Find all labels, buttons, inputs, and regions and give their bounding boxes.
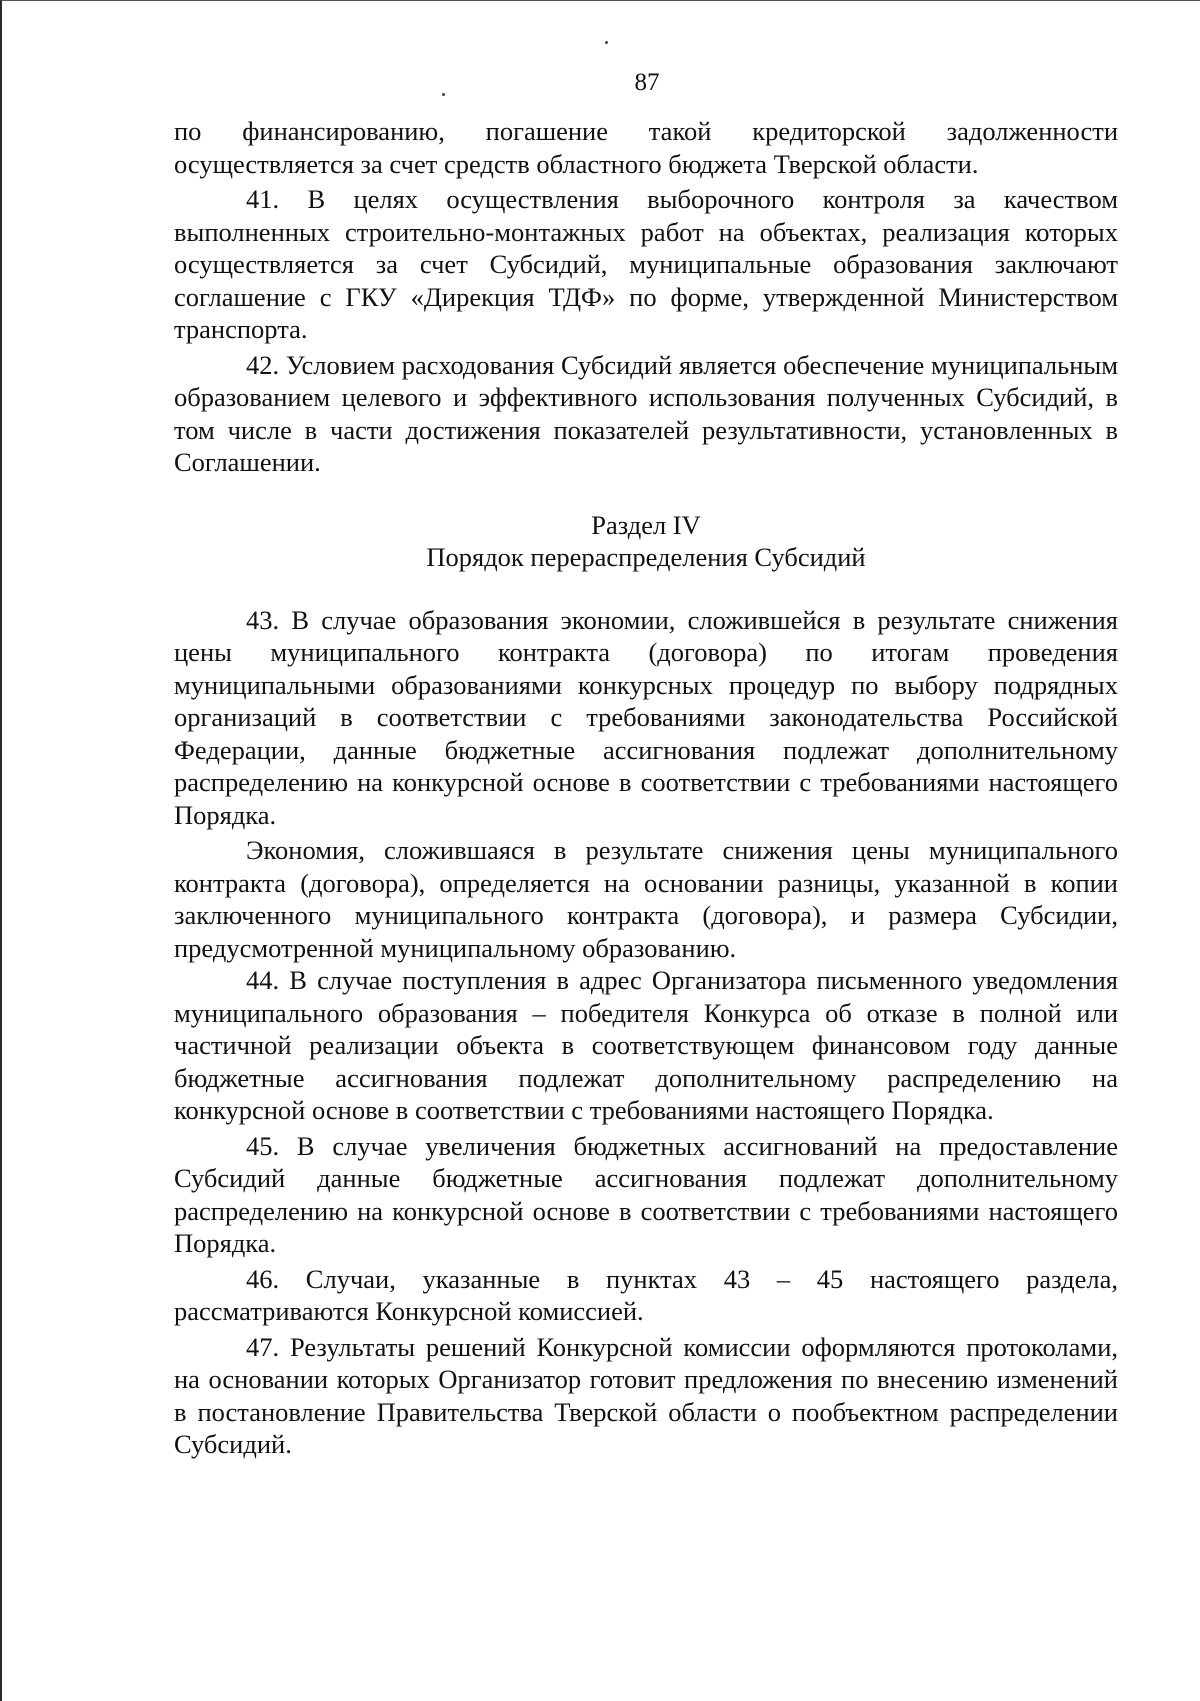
paragraph-40-continuation: по финансированию, погашение такой кредиторской задолженности осуществляется за счет средств областного бюджета Тверской области.	[174, 116, 1118, 179]
paragraph-43-economy: Экономия, сложившаяся в результате снижения цены муниципального контракта (договора), определяется на основании разницы, указанной в копии заключенного муниципального контракта (договора), и размера Субсидии, предусмотренной муниципальному образованию.	[174, 835, 1118, 963]
paragraph-45: 45. В случае увеличения бюджетных ассигнований на предоставление Субсидий данные бюджетные ассигнования подлежат дополнительному распределению на конкурсной основе в соответствии с требованиями настоящего Порядка.	[174, 1130, 1118, 1258]
section-label: Раздел IV	[591, 509, 701, 540]
section-spacer	[174, 574, 1118, 604]
paragraph-43: 43. В случае образования экономии, сложившейся в результате снижения цены муниципального контракта (договора) по итогам проведения муниципальными образованиями конкурсных процедур по выбору подрядных организаций в соответствии с требованиями законодательства Российской Федерации, данные бюджетные ассигнования подлежат дополнительному распределению на конкурсной основе в соответствии с требованиями настоящего Порядка.	[174, 604, 1118, 830]
paragraph-46: 46. Случаи, указанные в пунктах 43 – 45 настоящего раздела, рассматриваются Конкурсной комиссией.	[174, 1263, 1118, 1326]
paragraph-42: 42. Условием расходования Субсидий является обеспечение муниципальным образованием целевого и эффективного использования полученных Субсидий, в том числе в части достижения показателей результативности, установленных в Соглашении.	[174, 349, 1118, 477]
section-title: Порядок перераспределения Субсидий	[426, 542, 866, 572]
paragraph-47: 47. Результаты решений Конкурсной комиссии оформляются протоколами, на основании которых Организатор готовит предложения по внесению изменений в постановление Правительства Тверской области о пообъектном распределении Субсидий.	[174, 1331, 1118, 1459]
document-body	[174, 115, 1118, 1461]
page-number: 87	[634, 69, 660, 96]
paragraph-44: 44. В случае поступления в адрес Организатора письменного уведомления муниципального образования – победителя Конкурса об отказе в полной или частичной реализации объекта в соответствующем финансовом году данные бюджетные ассигнования подлежат дополнительному распределению на конкурсной основе в соответствии с требованиями настоящего Порядка.	[174, 965, 1118, 1125]
paragraph-41: 41. В целях осуществления выборочного контроля за качеством выполненных строительно-монтажных работ на объектах, реализация которых осуществляется за счет Субсидий, муниципальные образования заключают соглашение с ГКУ «Дирекция ТДФ» по форме, утвержденной Министерством транспорта.	[174, 184, 1118, 344]
scan-artifact-dot	[605, 41, 608, 44]
